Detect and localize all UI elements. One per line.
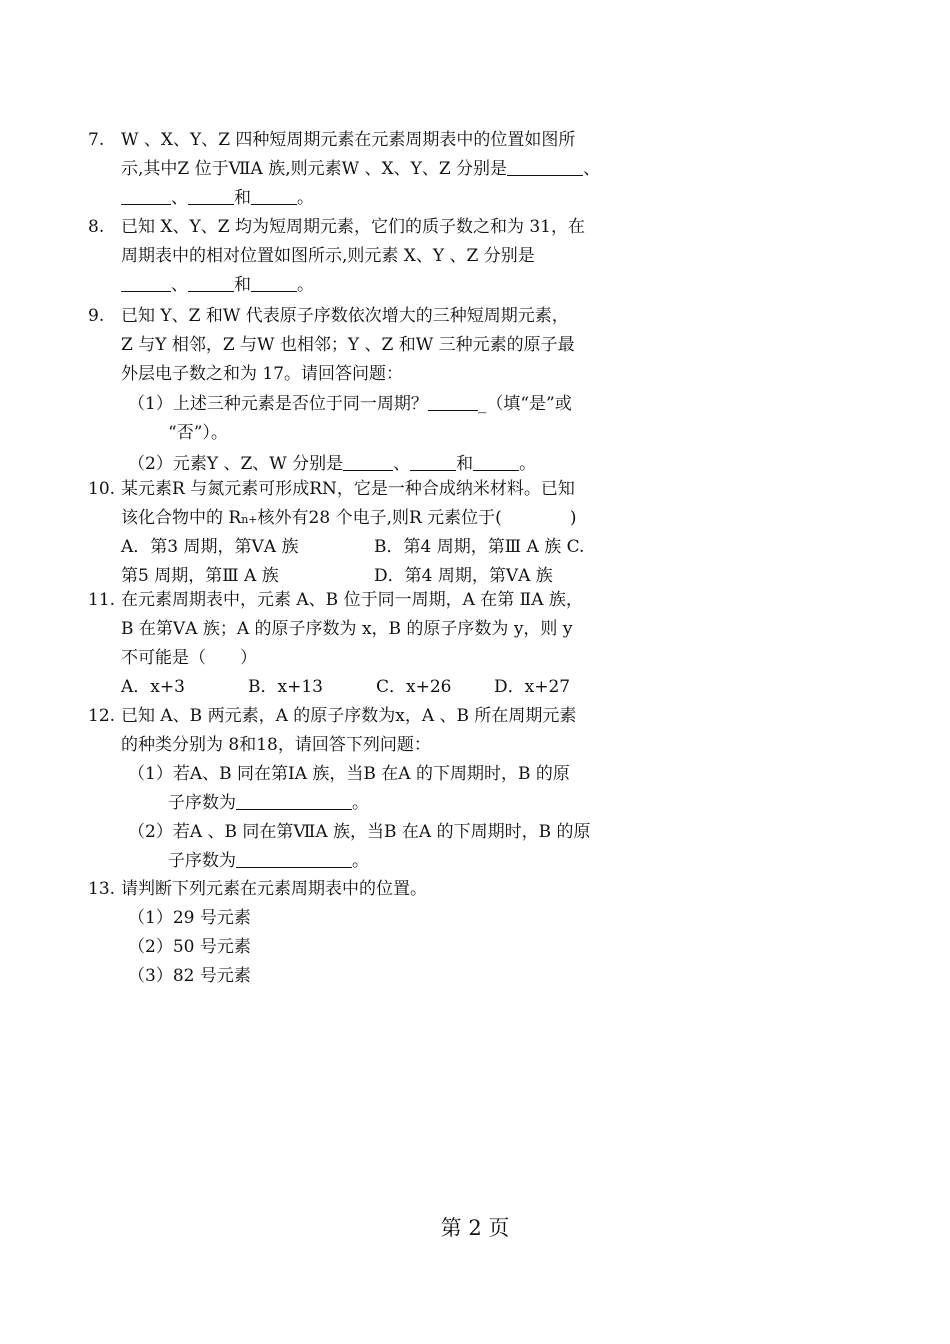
sub-question-1: （1）上述三种元素是否位于同一周期？ _（填“是”或 — [128, 394, 572, 414]
question-13 — [88, 875, 628, 991]
question-text: W 、X、Y、Z 四种短周期元素在元素周期表中的位置如图所 — [121, 130, 576, 150]
question-text: B 在第ⅤA 族；A 的原子序数为 x，B 的原子序数为 y，则 y — [121, 619, 573, 639]
page-number: 第 2 页 — [440, 1216, 510, 1240]
list-item: （1）29 号元素 — [128, 908, 251, 928]
option-b: B．x+13 — [248, 677, 323, 697]
answer-blank[interactable] — [236, 849, 352, 868]
question-text: 已知 Y、Z 和W 代表原子序数依次增大的三种短周期元素， — [121, 306, 569, 326]
list-item: （2）50 号元素 — [128, 937, 251, 957]
answer-blank[interactable] — [343, 452, 393, 471]
question-7: 7. W 、X、Y、Z 四种短周期元素在元素周期表中的位置如图所 示,其中Z 位于ⅦA 族,则元素W 、X、Y、Z 分别是 、 、 和 。 — [88, 126, 628, 213]
answer-blank[interactable] — [428, 392, 478, 411]
sub-question-1: （1）若A、B 同在第ⅠA 族，当B 在A 的下周期时，B 的原 — [128, 764, 570, 784]
question-12: 12. 已知 A、B 两元素，A 的原子序数为x，A 、B 所在周期元素 的种类分别为 8和18，请回答下列问题： （1）若A、B 同在第ⅠA 族，当B 在A 的下周期时，B 的原 子序数为 。 （2）若A 、B 同在第ⅦA 族，当B 在A 的下周期时，B 的原 子序数为 。 — [88, 702, 628, 876]
question-text: 在元素周期表中，元素 A、B 位于同一周期，A 在第 ⅡA 族， — [121, 590, 583, 610]
option-d: D．x+27 — [494, 677, 571, 697]
question-text: 外层电子数之和为 17。请回答问题： — [121, 364, 404, 384]
question-number: 7. — [88, 130, 105, 150]
answer-blank[interactable] — [188, 186, 234, 205]
question-text: 已知 A、B 两元素，A 的原子序数为x，A 、B 所在周期元素 — [121, 706, 577, 726]
question-8: 8. 已知 X、Y、Z 均为短周期元素，它们的质子数之和为 31，在 周期表中的相对位置如图所示,则元素 X、Y 、Z 分别是 、 和 。 — [88, 213, 628, 300]
question-number: 11. — [88, 590, 116, 610]
sub-question-2: （2）若A 、B 同在第ⅦA 族，当B 在A 的下周期时，B 的原 — [128, 822, 591, 842]
question-text: Z 与Y 相邻，Z 与W 也相邻；Y 、Z 和W 三种元素的原子最 — [121, 335, 575, 355]
option-c-continued: 第5 周期，第Ⅲ A 族 — [121, 566, 279, 586]
sub-question-2: （2）元素Y 、Z、W 分别是 、 和 。 — [128, 454, 537, 474]
question-text: 已知 X、Y、Z 均为短周期元素，它们的质子数之和为 31，在 — [121, 217, 585, 237]
answer-blank[interactable] — [251, 186, 297, 205]
question-9: 9. 已知 Y、Z 和W 代表原子序数依次增大的三种短周期元素， Z 与Y 相邻，Z 与W 也相邻；Y 、Z 和W 三种元素的原子最 外层电子数之和为 17。请回答问题： （1）上述三种元素是否位于同一周期？ _（填“是”或 “否”）。 （2）元素Y 、Z、W 分别是 、 和 。 — [88, 302, 628, 479]
question-number: 12. — [88, 706, 116, 726]
question-number: 9. — [88, 306, 105, 326]
question-text: 不可能是（ ） — [121, 648, 257, 668]
question-number: 13. — [88, 879, 116, 899]
question-text: 示,其中Z 位于ⅦA 族,则元素W 、X、Y、Z 分别是 — [121, 159, 508, 179]
option-b: B．第4 周期，第Ⅲ A 族 C. — [374, 537, 585, 557]
answer-blank[interactable] — [236, 791, 352, 810]
question-text: 某元素R 与氮元素可形成RN，它是一种合成纳米材料。已知 — [121, 479, 575, 499]
answer-blank[interactable] — [188, 273, 234, 292]
answer-blank[interactable] — [121, 273, 171, 292]
option-c: C．x+26 — [376, 677, 452, 697]
question-10: 10. 某元素R 与氮元素可形成RN，它是一种合成纳米材料。已知 该化合物中的 Rn+核外有28 个电子,则R 元素位于( ) A．第3 周期，第ⅤA 族 B．第4 周期，第Ⅲ A 族 C. 第5 周期，第Ⅲ A 族 D．第4 周期，第ⅤA 族 — [88, 475, 628, 591]
question-number: 10. — [88, 479, 116, 499]
question-11 — [88, 586, 628, 702]
question-text: 请判断下列元素在元素周期表中的位置。 — [121, 879, 427, 899]
answer-blank[interactable] — [121, 186, 171, 205]
list-item: （3）82 号元素 — [128, 966, 251, 986]
question-text: 周期表中的相对位置如图所示,则元素 X、Y 、Z 分别是 — [121, 246, 535, 266]
option-a: A．第3 周期，第ⅤA 族 — [121, 537, 299, 557]
option-d: D．第4 周期，第ⅤA 族 — [374, 566, 553, 586]
answer-blank[interactable] — [473, 452, 519, 471]
option-a: A．x+3 — [121, 677, 185, 697]
answer-blank[interactable] — [410, 452, 456, 471]
question-number: 8. — [88, 217, 105, 237]
answer-blank[interactable] — [251, 273, 297, 292]
question-text: 的种类分别为 8和18，请回答下列问题： — [121, 735, 431, 755]
answer-blank[interactable] — [507, 157, 583, 176]
